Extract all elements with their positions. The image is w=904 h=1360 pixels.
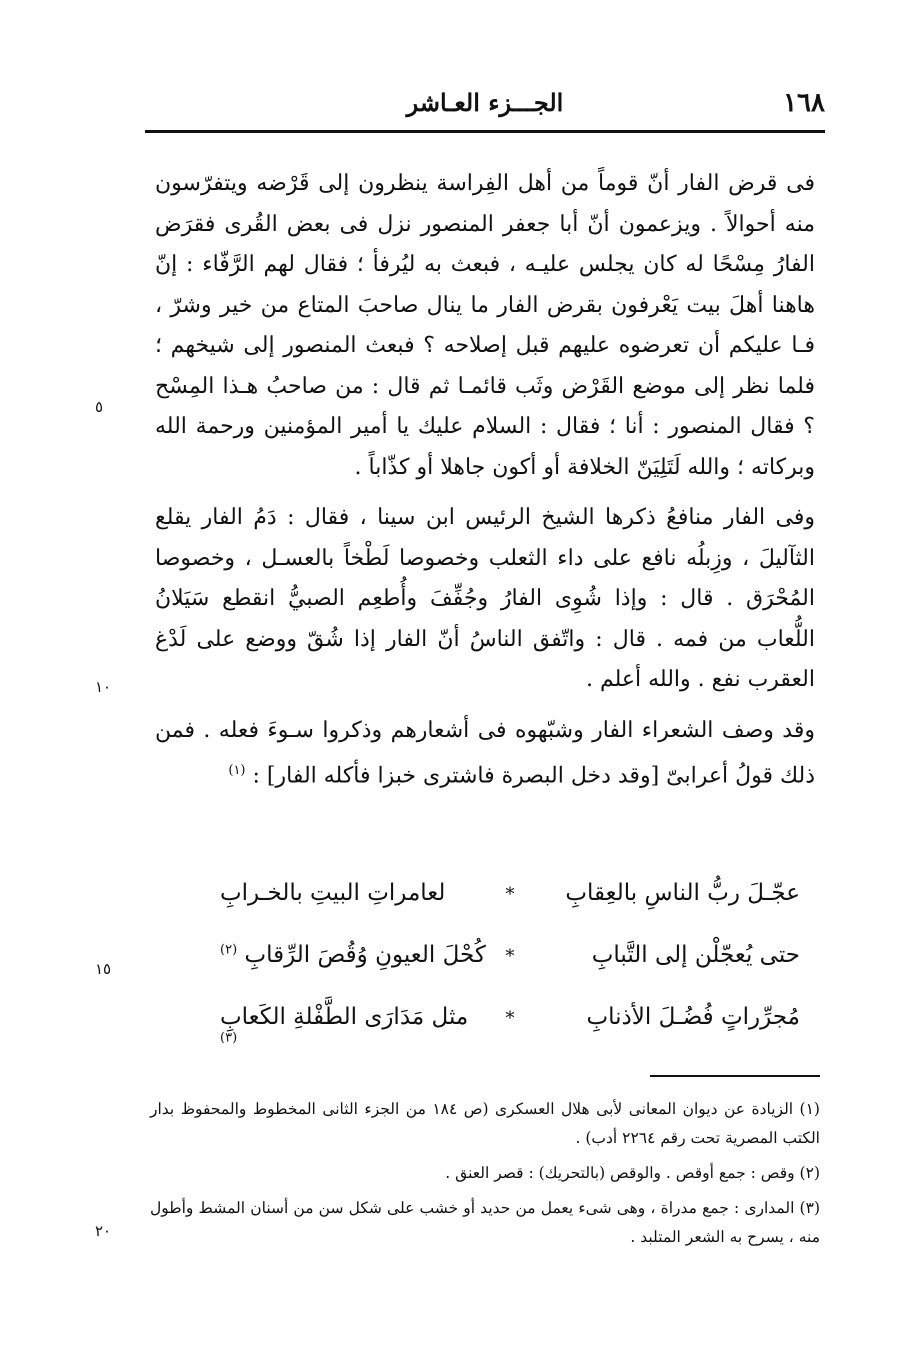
verse-second-hemistich-text: كُحْلَ العيونِ وُقُصَ الرِّقابِ — [244, 942, 486, 968]
page-number: ١٦٨ — [783, 88, 825, 118]
footnote-1: (١) الزيادة عن ديوان المعانى لأبى هلال العسكرى (ص ١٨٤ من الجزء الثانى المخطوط والمحفوظ بدار الكتب المصرية تحت رقم ٢٢٦٤ أدب) . — [150, 1100, 820, 1147]
margin-line-number: ١٥ — [95, 960, 112, 978]
poem — [200, 880, 820, 1066]
paragraph-mouse-benefits: وفى الفار منافعُ ذكرها الشيخ الرئيس ابن سينا ، فقال : دَمُ الفار يقلع الثآليلَ ، وزِبلُه نافع على داء الثعلب وخصوصا لَطْخاً بالعسـل ، وخصوصا المُحْرَق . قال : وإذا شُوِى الفارُ وجُفِّفَ وأُطعِم الصبيُّ انقطع سَيَلانُ اللُّعاب من فمه . قال : واتّفق الناسُ أنّ الفار إذا شُقّ ووضع على لَدْغ العقرب نفع . والله أعلم . — [155, 505, 815, 692]
verse-second-hemistich — [220, 1004, 490, 1056]
verse-separator-star: * — [505, 946, 515, 967]
footnote-3: (٣) المدارى : جمع مدراة ، وهى شىء يعمل من حديد أو خشب على شكل سن من أسنان المشط وأطول منه ، يسرح به الشعر المتلبد . — [150, 1199, 820, 1246]
body-text — [155, 164, 815, 797]
paragraph-poets-intro — [155, 711, 815, 797]
verse-separator-star: * — [505, 1008, 515, 1029]
paragraph-mouse-divination: فى قرض الفار أنّ قوماً من أهل الفِراسة ينظرون إلى قَرْضه ويتفرّسون منه أحوالاً . ويزعمون أنّ أبا جعفر المنصور نزل فى بعض القُرى فقرَض الفارُ مِسْحًا له كان يجلس عليـه ، فبعث به ليُرفأ ؛ فقال لهم الرَّفّاء : إنّ هاهنا أهلَ بيت يَعْرفون بقرض الفار ما ينال صاحبَ المتاع من خير وشرّ ، فـا عليكم أن تعرضوه عليهم قبل إصلاحه ؟ فبعث المنصور إلى شيخهم ؛ فلما نظر إلى موضع القَرْض وثَب قائمـا ثم قال : من صاحبُ هـذا المِسْح ؟ فقال المنصور : أنا ؛ فقال : السلام عليك يا أمير المؤمنين ورحمة الله وبركاته ؛ والله لَتَلِيَنّ الخلافة أو أكون جاهلا أو كذّاباً . — [155, 171, 815, 480]
margin-line-number: ١٠ — [95, 678, 112, 696]
page-header — [145, 80, 825, 126]
running-head: الجـــزء العـاشر — [406, 88, 564, 117]
header-rule — [145, 130, 825, 133]
verse-second-hemistich — [220, 942, 490, 968]
verse-first-hemistich: عجّـلَ ربُّ الناسِ بالعِقابِ — [565, 880, 800, 906]
verse-line — [200, 942, 820, 1004]
margin-line-number: ٢٠ — [95, 1222, 112, 1240]
verse-second-hemistich: لعامراتِ البيتِ بالخـرابِ — [220, 880, 446, 906]
verse-line — [200, 880, 820, 942]
verse-separator-star: * — [505, 884, 515, 905]
margin-line-number: ٥ — [95, 398, 104, 416]
verse-line — [200, 1004, 820, 1066]
paragraph-poets-intro-text: وقد وصف الشعراء الفار وشبّهوه فى أشعارهم وذكروا سـوءَ فعله . فمن ذلك قولُ أعرابىّ [وقد دخل البصرة فاشترى خبزا فأكله الفار] : — [155, 717, 815, 789]
footnote-ref-2: (٢) — [220, 942, 238, 958]
footnote-ref-1: (١) — [228, 763, 246, 778]
footnote-rule — [650, 1075, 820, 1077]
footnote-2: (٢) وقص : جمع أوقص . والوقص (بالتحريك) : قصر العنق . — [445, 1164, 820, 1182]
footnotes — [150, 1095, 820, 1252]
footnote-ref-3: (٣) — [220, 1030, 238, 1046]
verse-first-hemistich: حتى يُعجّلْن إلى التَّبابِ — [591, 942, 800, 968]
verse-second-hemistich-text: مثل مَدَارَى الطَّفْلةِ الكَعابِ — [220, 1004, 469, 1030]
verse-first-hemistich: مُجرِّراتٍ فُضُـلَ الأذنابِ — [586, 1004, 800, 1030]
